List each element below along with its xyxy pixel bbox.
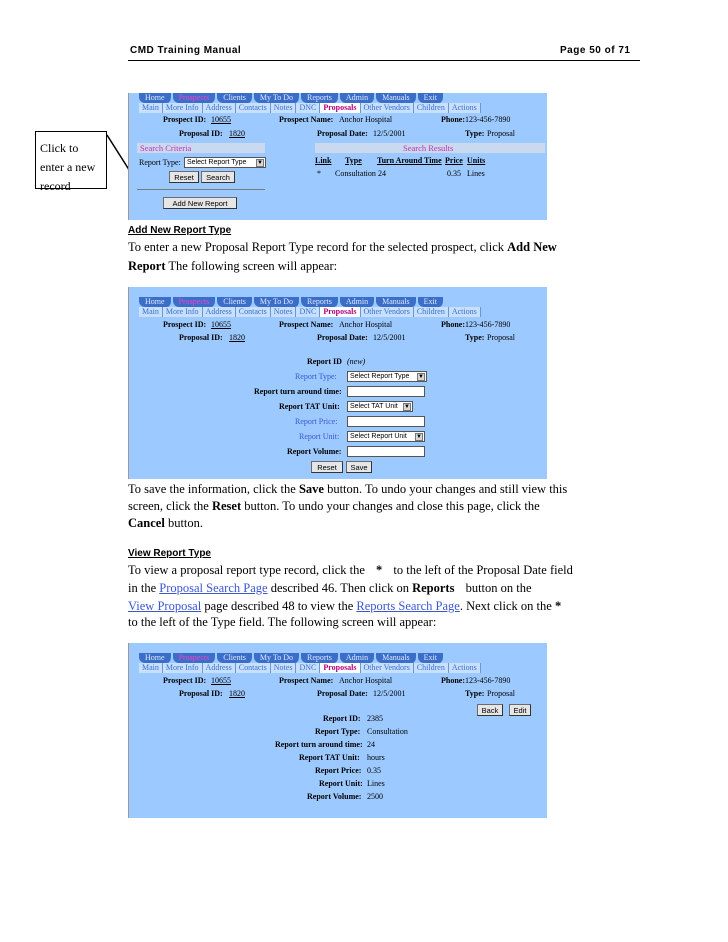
tat-label: Report turn around time:: [254, 387, 342, 396]
report-price-label: Report Price:: [315, 766, 362, 775]
report-volume-value: 2500: [367, 792, 383, 801]
prospect-id-label: Prospect ID:: [163, 676, 207, 685]
prospect-id-link[interactable]: 10655: [211, 676, 231, 685]
tat-unit-value: hours: [367, 753, 385, 762]
subtab-more-info[interactable]: More Info: [163, 307, 203, 317]
text: . Next click on the: [459, 599, 552, 613]
tab-manuals[interactable]: Manuals: [376, 653, 418, 663]
text: To view a proposal report type record, click the: [128, 563, 365, 577]
text: screen, click the: [128, 499, 209, 513]
report-price-input[interactable]: [347, 416, 425, 427]
chevron-down-icon: ▼: [416, 434, 422, 440]
top-nav: [139, 653, 445, 663]
report-id-value: (new): [347, 357, 366, 366]
phone-label: Phone:: [441, 676, 465, 685]
prospect-name-value: Anchor Hospital: [339, 115, 393, 124]
page-of-label: of: [604, 45, 616, 56]
proposal-date-label: Proposal Date:: [317, 689, 368, 698]
view-proposal-link[interactable]: View Proposal: [128, 599, 202, 613]
subtab-main[interactable]: Main: [139, 663, 163, 673]
sub-nav: [139, 307, 481, 317]
col-price: Price: [445, 156, 463, 165]
col-link: Link: [315, 156, 332, 165]
page-label: Page: [560, 45, 586, 56]
top-nav: [139, 93, 445, 103]
text-bold: Reports: [412, 581, 455, 595]
type-label: Type:: [465, 689, 485, 698]
subtab-address[interactable]: Address: [203, 307, 236, 317]
section-view-title: View Report Type: [128, 548, 211, 559]
row-units: Lines: [467, 169, 485, 178]
page-number: [560, 45, 630, 56]
subtab-proposals[interactable]: Proposals: [320, 663, 360, 673]
proposal-search-page-link[interactable]: Proposal Search Page: [159, 581, 268, 595]
para-save-line3: [128, 514, 203, 533]
text: page described 48 to view the: [204, 599, 354, 613]
text-bold: Add New: [507, 240, 557, 254]
subtab-dnc[interactable]: DNC: [296, 663, 320, 673]
col-tat: Turn Around Time: [377, 156, 442, 165]
proposal-date-value: 12/5/2001: [373, 689, 406, 698]
report-type-select-value: Select Report Type: [350, 373, 410, 380]
proposal-date-value: 12/5/2001: [373, 129, 406, 138]
tab-home[interactable]: Home: [139, 653, 173, 663]
page-total: 71: [618, 45, 631, 56]
text-bold: Cancel: [128, 516, 165, 530]
tat-unit-label: Report TAT Unit:: [279, 402, 340, 411]
search-results-bar: [315, 143, 545, 153]
reset-button[interactable]: Reset: [169, 171, 199, 183]
type-label: Type:: [465, 333, 485, 342]
back-button[interactable]: Back: [477, 704, 503, 716]
row-link-star[interactable]: *: [317, 169, 321, 178]
subtab-actions[interactable]: Actions: [449, 307, 481, 317]
search-criteria-bar: [137, 143, 265, 153]
report-volume-label: Report Volume:: [307, 792, 362, 801]
tat-unit-select-value: Select TAT Unit: [350, 403, 398, 410]
tab-clients[interactable]: Clients: [217, 297, 254, 307]
subtab-more-info[interactable]: More Info: [163, 663, 203, 673]
tab-home[interactable]: Home: [139, 297, 173, 307]
phone-label: Phone:: [441, 115, 465, 124]
tat-value: 24: [367, 740, 375, 749]
save-button[interactable]: Save: [346, 461, 372, 473]
text: To save the information, click the: [128, 482, 296, 496]
subtab-contacts[interactable]: Contacts: [236, 103, 271, 113]
manual-title: CMD Training Manual: [130, 45, 242, 56]
report-unit-label: Report Unit:: [319, 779, 363, 788]
prospect-name-value: Anchor Hospital: [339, 320, 393, 329]
prospect-name-value: Anchor Hospital: [339, 676, 393, 685]
row-tat: 24: [378, 169, 386, 178]
tab-prospects[interactable]: Prospects: [173, 297, 218, 307]
search-criteria-title: Search Criteria: [140, 143, 192, 153]
tab-exit[interactable]: Exit: [418, 653, 445, 663]
report-type-label: Report Type:: [315, 727, 361, 736]
chevron-down-icon: ▼: [418, 374, 424, 380]
text: button. To undo your changes and still view this: [327, 482, 568, 496]
tab-admin[interactable]: Admin: [340, 653, 376, 663]
subtab-main[interactable]: Main: [139, 307, 163, 317]
tab-manuals[interactable]: Manuals: [376, 93, 418, 103]
subtab-children[interactable]: Children: [414, 663, 449, 673]
tab-exit[interactable]: Exit: [418, 93, 445, 103]
text: The following screen will appear:: [168, 259, 338, 273]
text: button on the: [465, 581, 532, 595]
chevron-down-icon: ▼: [257, 160, 263, 166]
subtab-more-info[interactable]: More Info: [163, 103, 203, 113]
subtab-notes[interactable]: Notes: [271, 663, 297, 673]
proposal-id-label: Proposal ID:: [179, 689, 223, 698]
search-results-title: Search Results: [403, 143, 454, 153]
report-unit-select-value: Select Report Unit: [350, 433, 407, 440]
text-bold: *: [554, 599, 562, 613]
subtab-proposals[interactable]: Proposals: [320, 307, 360, 317]
search-button[interactable]: Search: [201, 171, 235, 183]
row-price: 0.35: [447, 169, 461, 178]
report-id-label: Report ID: [307, 357, 342, 366]
type-value: Proposal: [487, 333, 515, 342]
prospect-id-label: Prospect ID:: [163, 115, 207, 124]
report-price-label: Report Price:: [295, 417, 338, 426]
text: to the left of the Proposal Date field: [393, 563, 573, 577]
report-type-select-value: Select Report Type: [187, 159, 247, 166]
tab-prospects[interactable]: Prospects: [173, 653, 218, 663]
type-value: Proposal: [487, 689, 515, 698]
tab-reports[interactable]: Reports: [301, 297, 340, 307]
subtab-proposals[interactable]: Proposals: [320, 103, 360, 113]
text: described 46. Then click on: [270, 581, 409, 595]
screenshot-view-report: [128, 643, 547, 818]
report-type-value: Consultation: [367, 727, 408, 736]
tat-input[interactable]: [347, 386, 425, 397]
tab-my-to-do[interactable]: My To Do: [254, 297, 301, 307]
report-type-label: Report Type:: [295, 372, 337, 381]
text: button. To undo your changes and close this page, click the: [244, 499, 540, 513]
text: button.: [167, 516, 204, 530]
report-type-select[interactable]: [184, 157, 266, 168]
section-add-title: Add New Report Type: [128, 225, 232, 236]
page-current: 50: [589, 45, 602, 56]
text: in the: [128, 581, 157, 595]
text: To enter a new Proposal Report Type record for the selected prospect, click: [128, 240, 505, 254]
subtab-dnc[interactable]: DNC: [296, 307, 320, 317]
prospect-id-label: Prospect ID:: [163, 320, 207, 329]
tab-reports[interactable]: Reports: [301, 93, 340, 103]
prospect-id-link[interactable]: 10655: [211, 115, 231, 124]
prospect-name-label: Prospect Name:: [279, 676, 334, 685]
proposal-date-value: 12/5/2001: [373, 333, 406, 342]
prospect-name-label: Prospect Name:: [279, 115, 334, 124]
subtab-address[interactable]: Address: [203, 663, 236, 673]
report-unit-label: Report Unit:: [299, 432, 340, 441]
report-type-select[interactable]: [347, 371, 427, 382]
type-value: Proposal: [487, 129, 515, 138]
header-rule: [128, 60, 640, 61]
proposal-id-link[interactable]: 1820: [229, 333, 245, 342]
callout-box: Click to enter a new record: [35, 131, 107, 189]
prospect-name-label: Prospect Name:: [279, 320, 334, 329]
screenshot-search: [128, 93, 547, 220]
section-view-line4: to the left of the Type field. The following screen will appear:: [128, 615, 437, 629]
section-add-line2: [128, 257, 337, 276]
top-nav: [139, 297, 445, 307]
subtab-dnc[interactable]: DNC: [296, 103, 320, 113]
report-volume-label: Report Volume:: [287, 447, 342, 456]
tab-clients[interactable]: Clients: [217, 93, 254, 103]
subtab-children[interactable]: Children: [414, 103, 449, 113]
text-bold: *: [376, 563, 383, 577]
chevron-down-icon: ▼: [404, 404, 410, 410]
report-id-label: Report ID:: [323, 714, 361, 723]
proposal-id-link[interactable]: 1820: [229, 689, 245, 698]
tab-admin[interactable]: Admin: [340, 93, 376, 103]
sub-nav: [139, 663, 481, 673]
subtab-main[interactable]: Main: [139, 103, 163, 113]
subtab-notes[interactable]: Notes: [271, 103, 297, 113]
report-id-value: 2385: [367, 714, 383, 723]
tab-clients[interactable]: Clients: [217, 653, 254, 663]
tab-prospects[interactable]: Prospects: [173, 93, 218, 103]
text-bold: Save: [298, 482, 324, 496]
phone-label: Phone:: [441, 320, 465, 329]
proposal-date-label: Proposal Date:: [317, 129, 368, 138]
tab-home[interactable]: Home: [139, 93, 173, 103]
tab-exit[interactable]: Exit: [418, 297, 445, 307]
reports-search-page-link[interactable]: Reports Search Page: [356, 599, 460, 613]
report-volume-input[interactable]: [347, 446, 425, 457]
text-bold: Report: [128, 259, 166, 273]
col-units: Units: [467, 156, 486, 165]
prospect-id-link[interactable]: 10655: [211, 320, 231, 329]
text-bold: Reset: [211, 499, 242, 513]
subtab-actions[interactable]: Actions: [449, 663, 481, 673]
proposal-id-label: Proposal ID:: [179, 129, 223, 138]
tat-unit-label: Report TAT Unit:: [299, 753, 360, 762]
subtab-notes[interactable]: Notes: [271, 307, 297, 317]
sub-nav: [139, 103, 481, 113]
report-price-value: 0.35: [367, 766, 381, 775]
divider: [137, 189, 265, 190]
section-view-line2: [128, 579, 532, 598]
subtab-contacts[interactable]: Contacts: [236, 663, 271, 673]
phone-value: 123-456-7890: [465, 115, 511, 124]
phone-value: 123-456-7890: [465, 676, 511, 685]
report-unit-value: Lines: [367, 779, 385, 788]
tat-label: Report turn around time:: [275, 740, 363, 749]
subtab-actions[interactable]: Actions: [449, 103, 481, 113]
tab-admin[interactable]: Admin: [340, 297, 376, 307]
report-unit-select[interactable]: [347, 431, 425, 442]
edit-button[interactable]: Edit: [509, 704, 531, 716]
tab-reports[interactable]: Reports: [301, 653, 340, 663]
section-add-line1: [128, 238, 557, 257]
tab-my-to-do[interactable]: My To Do: [254, 653, 301, 663]
proposal-id-label: Proposal ID:: [179, 333, 223, 342]
reset-button[interactable]: Reset: [311, 461, 343, 473]
screenshot-add-new: [128, 287, 547, 479]
subtab-contacts[interactable]: Contacts: [236, 307, 271, 317]
subtab-other-vendors[interactable]: Other Vendors: [361, 307, 414, 317]
subtab-other-vendors[interactable]: Other Vendors: [361, 663, 414, 673]
tat-unit-select[interactable]: [347, 401, 413, 412]
section-view-line1: [128, 561, 573, 580]
tab-manuals[interactable]: Manuals: [376, 297, 418, 307]
subtab-children[interactable]: Children: [414, 307, 449, 317]
add-new-report-button[interactable]: Add New Report: [163, 197, 237, 209]
proposal-date-label: Proposal Date:: [317, 333, 368, 342]
type-label: Type:: [465, 129, 485, 138]
subtab-address[interactable]: Address: [203, 103, 236, 113]
phone-value: 123-456-7890: [465, 320, 511, 329]
proposal-id-link[interactable]: 1820: [229, 129, 245, 138]
subtab-other-vendors[interactable]: Other Vendors: [361, 103, 414, 113]
col-type: Type: [345, 156, 362, 165]
row-type: Consultation: [335, 169, 376, 178]
tab-my-to-do[interactable]: My To Do: [254, 93, 301, 103]
report-type-label: Report Type:: [139, 158, 181, 167]
